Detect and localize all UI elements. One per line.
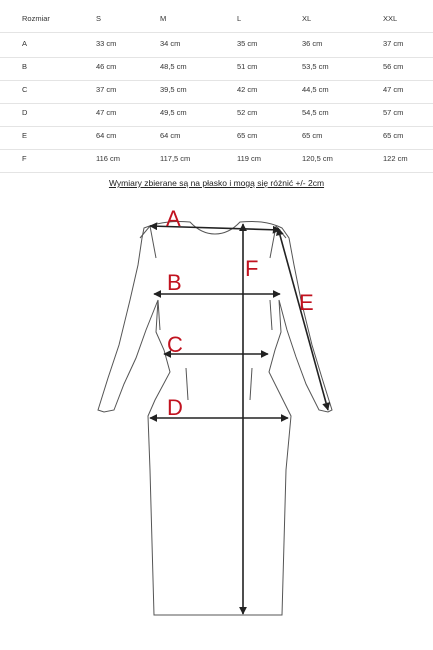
arrow-e [278, 228, 328, 410]
table-row [0, 125, 433, 150]
label-e: E [299, 290, 314, 315]
table-row [0, 148, 433, 173]
table-cell: 65 cm [383, 131, 404, 140]
left-dart [158, 300, 160, 330]
table-cell: 46 cm [96, 62, 117, 71]
table-cell: 33 cm [96, 39, 117, 48]
header-cell: L [237, 14, 242, 23]
table-row [0, 33, 433, 58]
right-dart [270, 300, 272, 330]
table-cell: 116 cm [96, 154, 121, 163]
table-cell: 47 cm [96, 108, 117, 117]
label-c: C [167, 332, 183, 357]
table-row [0, 102, 433, 127]
table-cell: 53,5 cm [302, 62, 329, 71]
table-cell: C [22, 85, 28, 94]
table-cell: A [22, 39, 28, 48]
dress-diagram [0, 200, 433, 650]
table-cell: 44,5 cm [302, 85, 329, 94]
table-row [0, 56, 433, 81]
table-cell: 64 cm [160, 131, 181, 140]
table-cell: 122 cm [383, 154, 408, 163]
table-cell: 39,5 cm [160, 85, 187, 94]
table-cell: 35 cm [237, 39, 258, 48]
left-pleat [186, 368, 188, 400]
header-cell: M [160, 14, 167, 23]
table-cell: 56 cm [383, 62, 404, 71]
table-row [0, 79, 433, 104]
table-cell: 37 cm [383, 39, 404, 48]
table-cell: 48,5 cm [160, 62, 187, 71]
right-pleat [250, 368, 252, 400]
table-cell: 37 cm [96, 85, 117, 94]
table-cell: 57 cm [383, 108, 404, 117]
table-cell: 51 cm [237, 62, 258, 71]
table-cell: 64 cm [96, 131, 117, 140]
header-cell: S [96, 14, 102, 23]
table-cell: 65 cm [237, 131, 258, 140]
header-cell: Rozmiar [22, 14, 50, 23]
table-cell: B [22, 62, 28, 71]
table-cell: 52 cm [237, 108, 258, 117]
header-cell: XXL [383, 14, 398, 23]
measurement-note: Wymiary zbierane są na płasko i mogą się różnić +/- 2cm [108, 178, 325, 188]
measurement-labels [166, 206, 314, 420]
table-cell: E [22, 131, 28, 140]
label-a: A [166, 206, 181, 231]
table-cell: 42 cm [237, 85, 258, 94]
table-cell: 49,5 cm [160, 108, 187, 117]
table-cell: 34 cm [160, 39, 181, 48]
label-b: B [167, 270, 182, 295]
table-cell: 120,5 cm [302, 154, 333, 163]
table-cell: 65 cm [302, 131, 323, 140]
table-cell: D [22, 108, 28, 117]
table-cell: F [22, 154, 27, 163]
table-cell: 119 cm [237, 154, 262, 163]
label-d: D [167, 395, 183, 420]
table-cell: 54,5 cm [302, 108, 329, 117]
header-cell: XL [302, 14, 312, 23]
table-cell: 36 cm [302, 39, 323, 48]
table-header-row [0, 8, 433, 33]
label-f: F [245, 256, 259, 281]
table-cell: 47 cm [383, 85, 404, 94]
left-shoulder-seam [140, 226, 156, 258]
table-cell: 117,5 cm [160, 154, 191, 163]
